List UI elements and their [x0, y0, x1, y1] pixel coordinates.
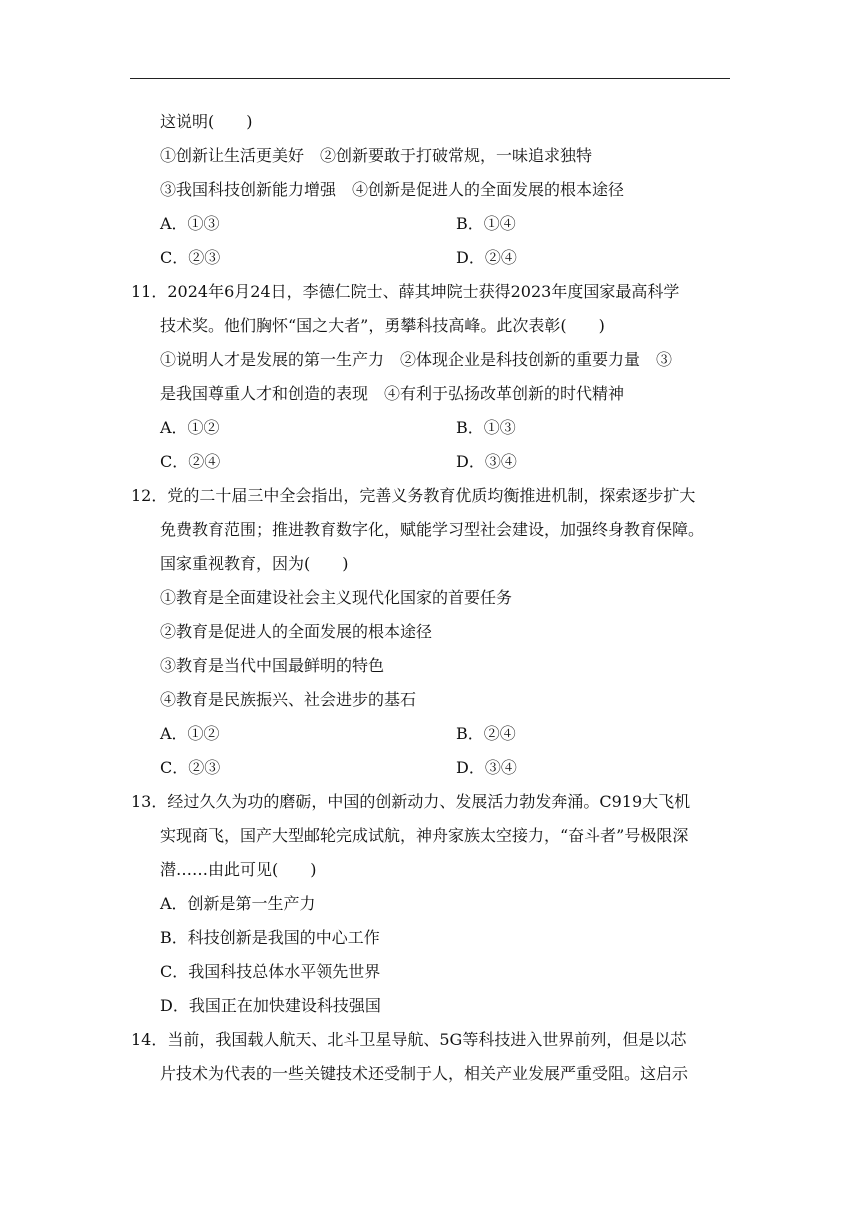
q13-stem-line-1: 13．经过久久为功的磨砺，中国的创新动力、发展活力勃发奔涌。C919大飞机: [131, 792, 691, 811]
q10-option-d[interactable]: D．②④: [456, 248, 517, 267]
q11-statements-2: 是我国尊重人才和创造的表现 ④有利于弘扬改革创新的时代精神: [160, 384, 625, 403]
q12-statement-3: ③教育是当代中国最鲜明的特色: [160, 656, 385, 675]
q10-option-b[interactable]: B．①④: [456, 214, 516, 233]
q11-option-d[interactable]: D．③④: [456, 452, 517, 471]
q12-stem-line-1: 12．党的二十届三中全会指出，完善义务教育优质均衡推进机制，探索逐步扩大: [131, 486, 696, 505]
q10-option-a[interactable]: A．①③: [160, 214, 220, 233]
q14-stem-line-1: 14．当前，我国载人航天、北斗卫星导航、5G等科技进入世界前列，但是以芯: [131, 1030, 687, 1049]
q13-option-b[interactable]: B．科技创新是我国的中心工作: [160, 928, 380, 947]
q12-statement-2: ②教育是促进人的全面发展的根本途径: [160, 622, 433, 641]
q12-stem-line-2: 免费教育范围；推进教育数字化，赋能学习型社会建设，加强终身教育保障。: [160, 520, 705, 539]
q12-option-c[interactable]: C．②③: [160, 758, 221, 777]
q10-statements-2: ③我国科技创新能力增强 ④创新是促进人的全面发展的根本途径: [160, 180, 625, 199]
q12-option-a[interactable]: A．①②: [160, 724, 220, 743]
q10-statements-1: ①创新让生活更美好 ②创新要敢于打破常规，一味追求独特: [160, 146, 593, 165]
q12-statement-1: ①教育是全面建设社会主义现代化国家的首要任务: [160, 588, 513, 607]
q10-stem-continued: 这说明( ): [160, 112, 253, 131]
q12-statement-4: ④教育是民族振兴、社会进步的基石: [160, 690, 417, 709]
q13-option-a[interactable]: A．创新是第一生产力: [160, 894, 316, 913]
q10-option-c[interactable]: C．②③: [160, 248, 221, 267]
q12-stem-line-3: 国家重视教育，因为( ): [160, 554, 349, 573]
q13-option-c[interactable]: C．我国科技总体水平领先世界: [160, 962, 381, 981]
q13-option-d[interactable]: D．我国正在加快建设科技强国: [160, 996, 381, 1015]
q14-stem-line-2: 片技术为代表的一些关键技术还受制于人，相关产业发展严重受阻。这启示: [160, 1064, 689, 1083]
q11-statements-1: ①说明人才是发展的第一生产力 ②体现企业是科技创新的重要力量 ③: [160, 350, 673, 369]
q11-stem-line-2: 技术奖。他们胸怀“国之大者”，勇攀科技高峰。此次表彰( ): [160, 316, 605, 335]
q13-stem-line-2: 实现商飞，国产大型邮轮完成试航，神舟家族太空接力，“奋斗者”号极限深: [160, 826, 689, 845]
q11-option-a[interactable]: A．①②: [160, 418, 220, 437]
q12-option-b[interactable]: B．②④: [456, 724, 516, 743]
q13-stem-line-3: 潜……由此可见( ): [160, 860, 317, 879]
q12-option-d[interactable]: D．③④: [456, 758, 517, 777]
q11-option-c[interactable]: C．②④: [160, 452, 221, 471]
header-rule: [130, 78, 730, 79]
q11-stem-line-1: 11．2024年6月24日，李德仁院士、薛其坤院士获得2023年度国家最高科学: [131, 282, 680, 301]
q11-option-b[interactable]: B．①③: [456, 418, 516, 437]
